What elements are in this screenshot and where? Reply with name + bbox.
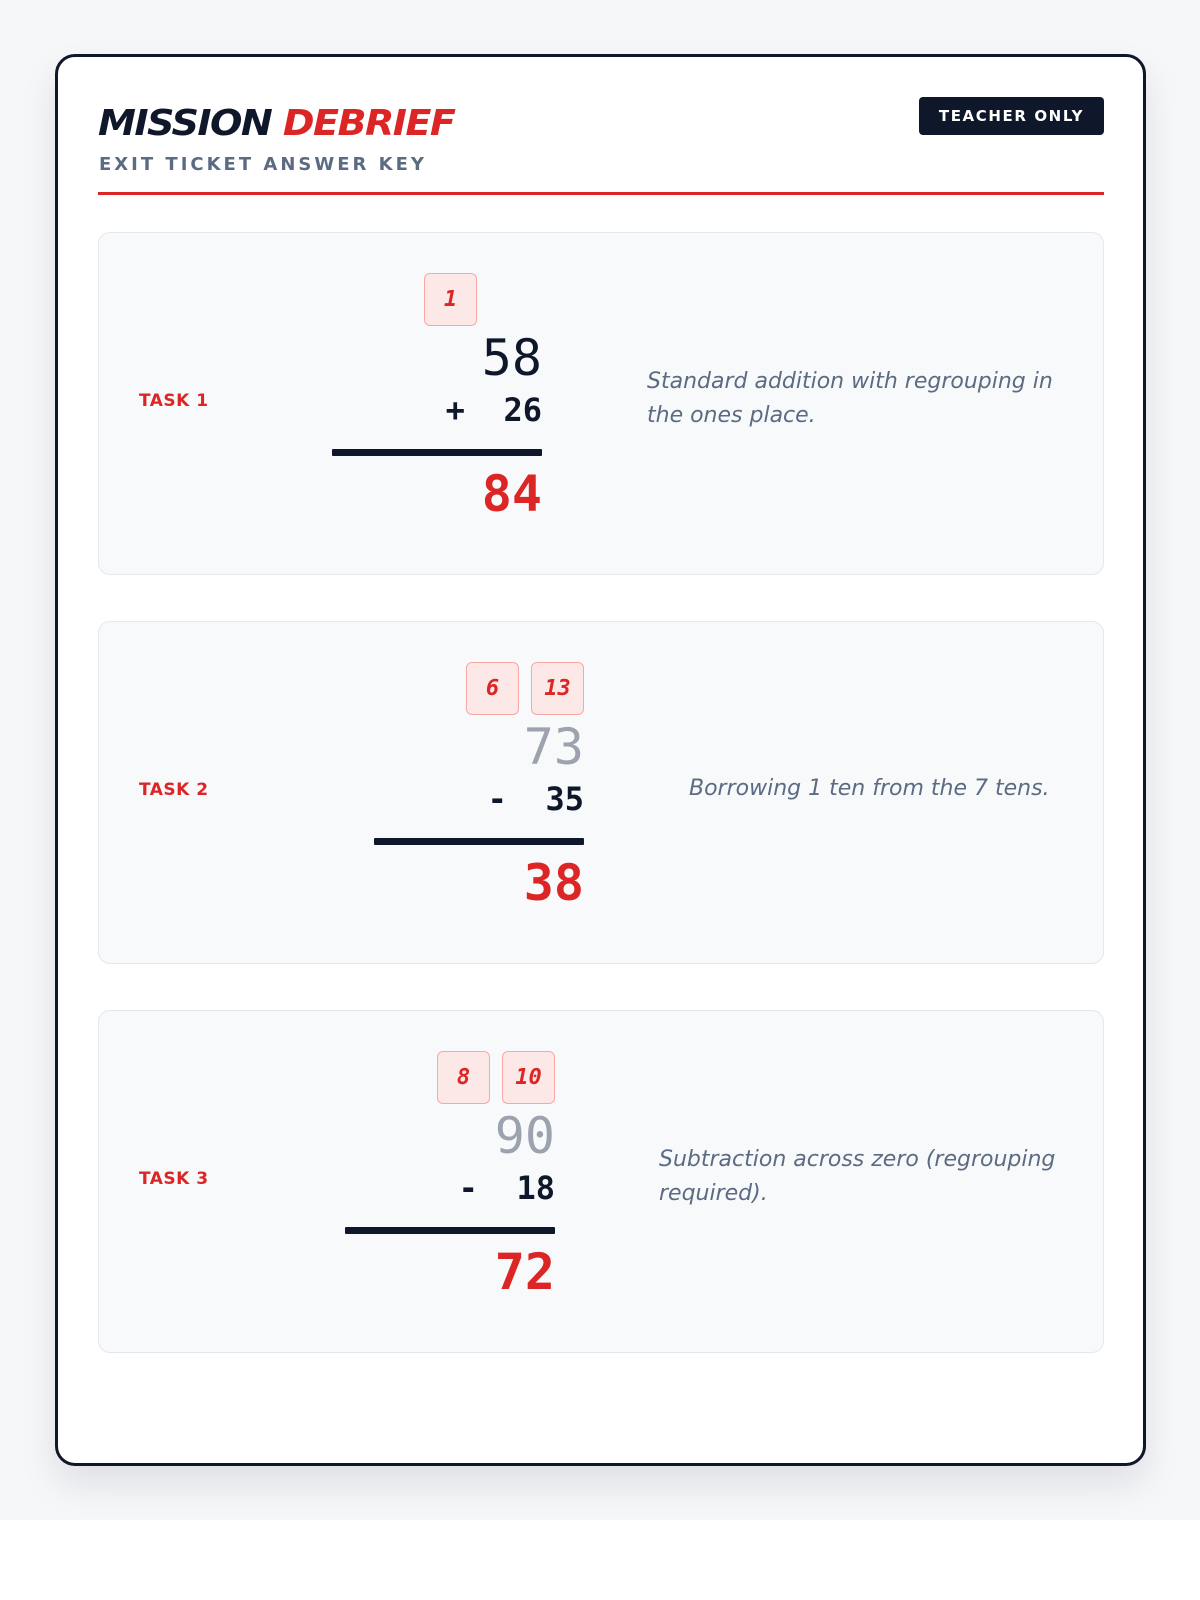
top-number-crossed: 73 xyxy=(523,718,584,776)
task-note: Borrowing 1 ten from the 7 tens. xyxy=(689,776,1050,801)
task-note: Subtraction across zero (regrouping required). xyxy=(659,1147,1056,1206)
top-number: 58 xyxy=(481,329,542,387)
title-main: MISSION xyxy=(98,103,272,144)
difference-rule xyxy=(374,838,584,845)
answer-number: 84 xyxy=(481,465,542,523)
task-card-2 xyxy=(98,621,1104,964)
sheet-header xyxy=(98,97,1104,195)
task-card-3 xyxy=(98,1010,1104,1353)
answer-number: 38 xyxy=(523,854,584,912)
answer-number: 72 xyxy=(494,1243,555,1301)
task-card-1 xyxy=(98,232,1104,575)
operator-sign: + xyxy=(445,391,465,429)
carry-box: 1 xyxy=(424,273,477,326)
answer-key-sheet xyxy=(55,54,1146,1466)
carry-box: 8 xyxy=(437,1051,490,1104)
carry-box: 6 xyxy=(466,662,519,715)
carry-box: 13 xyxy=(531,662,584,715)
operand-number: 18 xyxy=(516,1169,555,1207)
task-label: TASK 3 xyxy=(139,1169,209,1189)
operand-number: 26 xyxy=(503,391,542,429)
operand-row xyxy=(445,1170,555,1206)
page-subtitle: EXIT TICKET ANSWER KEY xyxy=(99,154,427,175)
title-accent: DEBRIEF xyxy=(282,103,455,144)
operator-sign: - xyxy=(458,1169,478,1207)
difference-rule xyxy=(345,1227,555,1234)
operand-row xyxy=(474,781,584,817)
task-label: TASK 2 xyxy=(139,780,209,800)
task-note: Standard addition with regrouping in the ones place. xyxy=(647,369,1053,428)
operator-sign: - xyxy=(487,780,507,818)
sum-rule xyxy=(332,449,542,456)
operand-number: 35 xyxy=(545,780,584,818)
top-number-crossed: 90 xyxy=(494,1107,555,1165)
task-label: TASK 1 xyxy=(139,391,209,411)
operand-row xyxy=(432,392,542,428)
page-title xyxy=(98,103,454,144)
carry-box: 10 xyxy=(502,1051,555,1104)
teacher-only-badge: TEACHER ONLY xyxy=(919,97,1104,135)
